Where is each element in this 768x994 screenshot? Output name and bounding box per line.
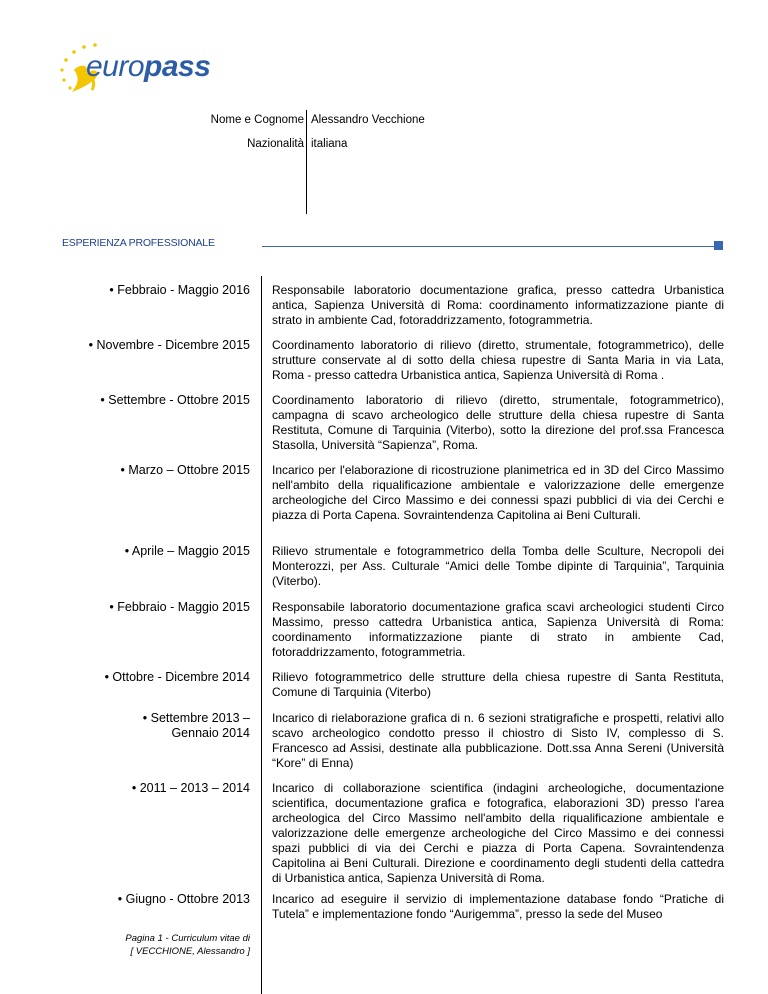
footer-page-number: 1 xyxy=(157,933,163,944)
entry-date: • Aprile – Maggio 2015 xyxy=(124,544,250,558)
personal-label: Nazionalità xyxy=(247,138,304,150)
section-title: ESPERIENZA PROFESSIONALE xyxy=(62,237,215,249)
section-rule xyxy=(262,246,714,247)
entry-date: • Novembre - Dicembre 2015 xyxy=(88,338,250,352)
entry-description: Incarico per l'elaborazione di ricostruzione planimetrica ed in 3D del Circo Massimo nell'ambito della riqualificazione ambientale e valorizzazione delle emergenze archeologiche del Circo Massimo e dei connessi spazi pubblici di via dei Cerchi e piazza di Porta Capena. Sovraintendenza Capitolina ai Beni Culturali. xyxy=(272,463,724,522)
personal-label: Nome e Cognome xyxy=(210,114,304,126)
entry-date: • 2011 – 2013 – 2014 xyxy=(131,781,250,795)
entry-date: • Febbraio - Maggio 2016 xyxy=(109,283,250,297)
entry-description: Incarico ad eseguire il servizio di implementazione database fondo “Pratiche di Tutela” e implementazione fondo “Aurigemma”, presso la sede del Museo xyxy=(272,892,724,921)
entry-description: Responsabile laboratorio documentazione grafica scavi archeologici studenti Circo Massimo, presso cattedra Urbanistica antica, Sapienza Università di Roma: coordinamento informatizzazione piante di strato in ambiente Cad, fotoraddrizzamento, fotogrammetria. xyxy=(272,600,724,659)
personal-divider xyxy=(306,110,307,214)
entry-description: Rilievo fotogrammetrico delle strutture della chiesa rupestre di Santa Restituta, Comune di Tarquinia (Viterbo) xyxy=(272,670,724,699)
experience-divider xyxy=(261,276,262,994)
footer-page-suffix: - Curriculum vitae di xyxy=(162,933,250,944)
entry-date: • Ottobre - Dicembre 2014 xyxy=(104,670,250,684)
entry-date: • Settembre - Ottobre 2015 xyxy=(100,393,250,407)
entry-description: Incarico di rielaborazione grafica di n. 6 sezioni stratigrafiche e prospetti, relativi allo scavo archeologico condotto presso il chiostro di Sisto IV, complesso di S. Francesco ad Assisi, destinate alla pubblicazione. Dott.ssa Anna Sereni (Università “Kore” di Enna) xyxy=(272,711,724,770)
personal-value: italiana xyxy=(311,138,348,150)
entry-description: Coordinamento laboratorio di rilievo (diretto, strumentale, fotogrammetrico), campagna di scavo archeologico delle strutture della chiesa rupestre di Santa Restituta, Comune di Tarquinia (Viterbo), sotto la direzione del prof.ssa Francesca Stasolla, Università “Sapienza”, Roma. xyxy=(272,393,724,452)
entry-description: Rilievo strumentale e fotogrammetrico della Tomba delle Sculture, Necropoli dei Monterozzi, per Ass. Culturale “Amici delle Tombe dipinte di Tarquinia”, Tarquinia (Viterbo). xyxy=(272,544,724,588)
entry-description: Responsabile laboratorio documentazione grafica, presso cattedra Urbanistica antica, Sapienza Università di Roma: coordinamento informatizzazione piante di strato in ambiente Cad, fotoraddrizzamento, fotogrammetria. xyxy=(272,283,724,327)
footer-name: [ VECCHIONE, Alessandro ] xyxy=(130,946,250,957)
entry-date: • Febbraio - Maggio 2015 xyxy=(109,600,250,614)
personal-value: Alessandro Vecchione xyxy=(311,114,425,126)
europass-wordmark: europass xyxy=(86,50,211,83)
entry-date: • Giugno - Ottobre 2013 xyxy=(117,892,250,906)
entry-date: • Settembre 2013 – Gennaio 2014 xyxy=(142,711,250,740)
entry-description: Coordinamento laboratorio di rilievo (diretto, strumentale, fotogrammetrico), delle strutture conservate al di sotto della chiesa rupestre di Santa Maria in via Lata, Roma - presso cattedra Urbanistica antica, Sapienza Università di Roma . xyxy=(272,338,724,382)
entry-description: Incarico di collaborazione scientifica (indagini archeologiche, documentazione scientifica, documentazione grafica e fotografica, elaborazioni 3D) presso l'area archeologica del Circo Massimo nell'ambito della riqualificazione ambientale e valorizzazione delle emergenze archeologiche del Circo Massimo e dei connessi spazi pubblici di via dei Cerchi e piazza di Porta Capena. Sovraintendenza Capitolina ai Beni Culturali. Direzione e coordinamento degli studenti della cattedra di Urbanistica antica, Sapienza Università di Roma. xyxy=(272,781,724,885)
footer-page-prefix: Pagina xyxy=(125,933,158,944)
entry-date: • Marzo – Ottobre 2015 xyxy=(120,463,250,477)
page-footer xyxy=(100,932,250,958)
section-square-icon xyxy=(714,241,723,250)
